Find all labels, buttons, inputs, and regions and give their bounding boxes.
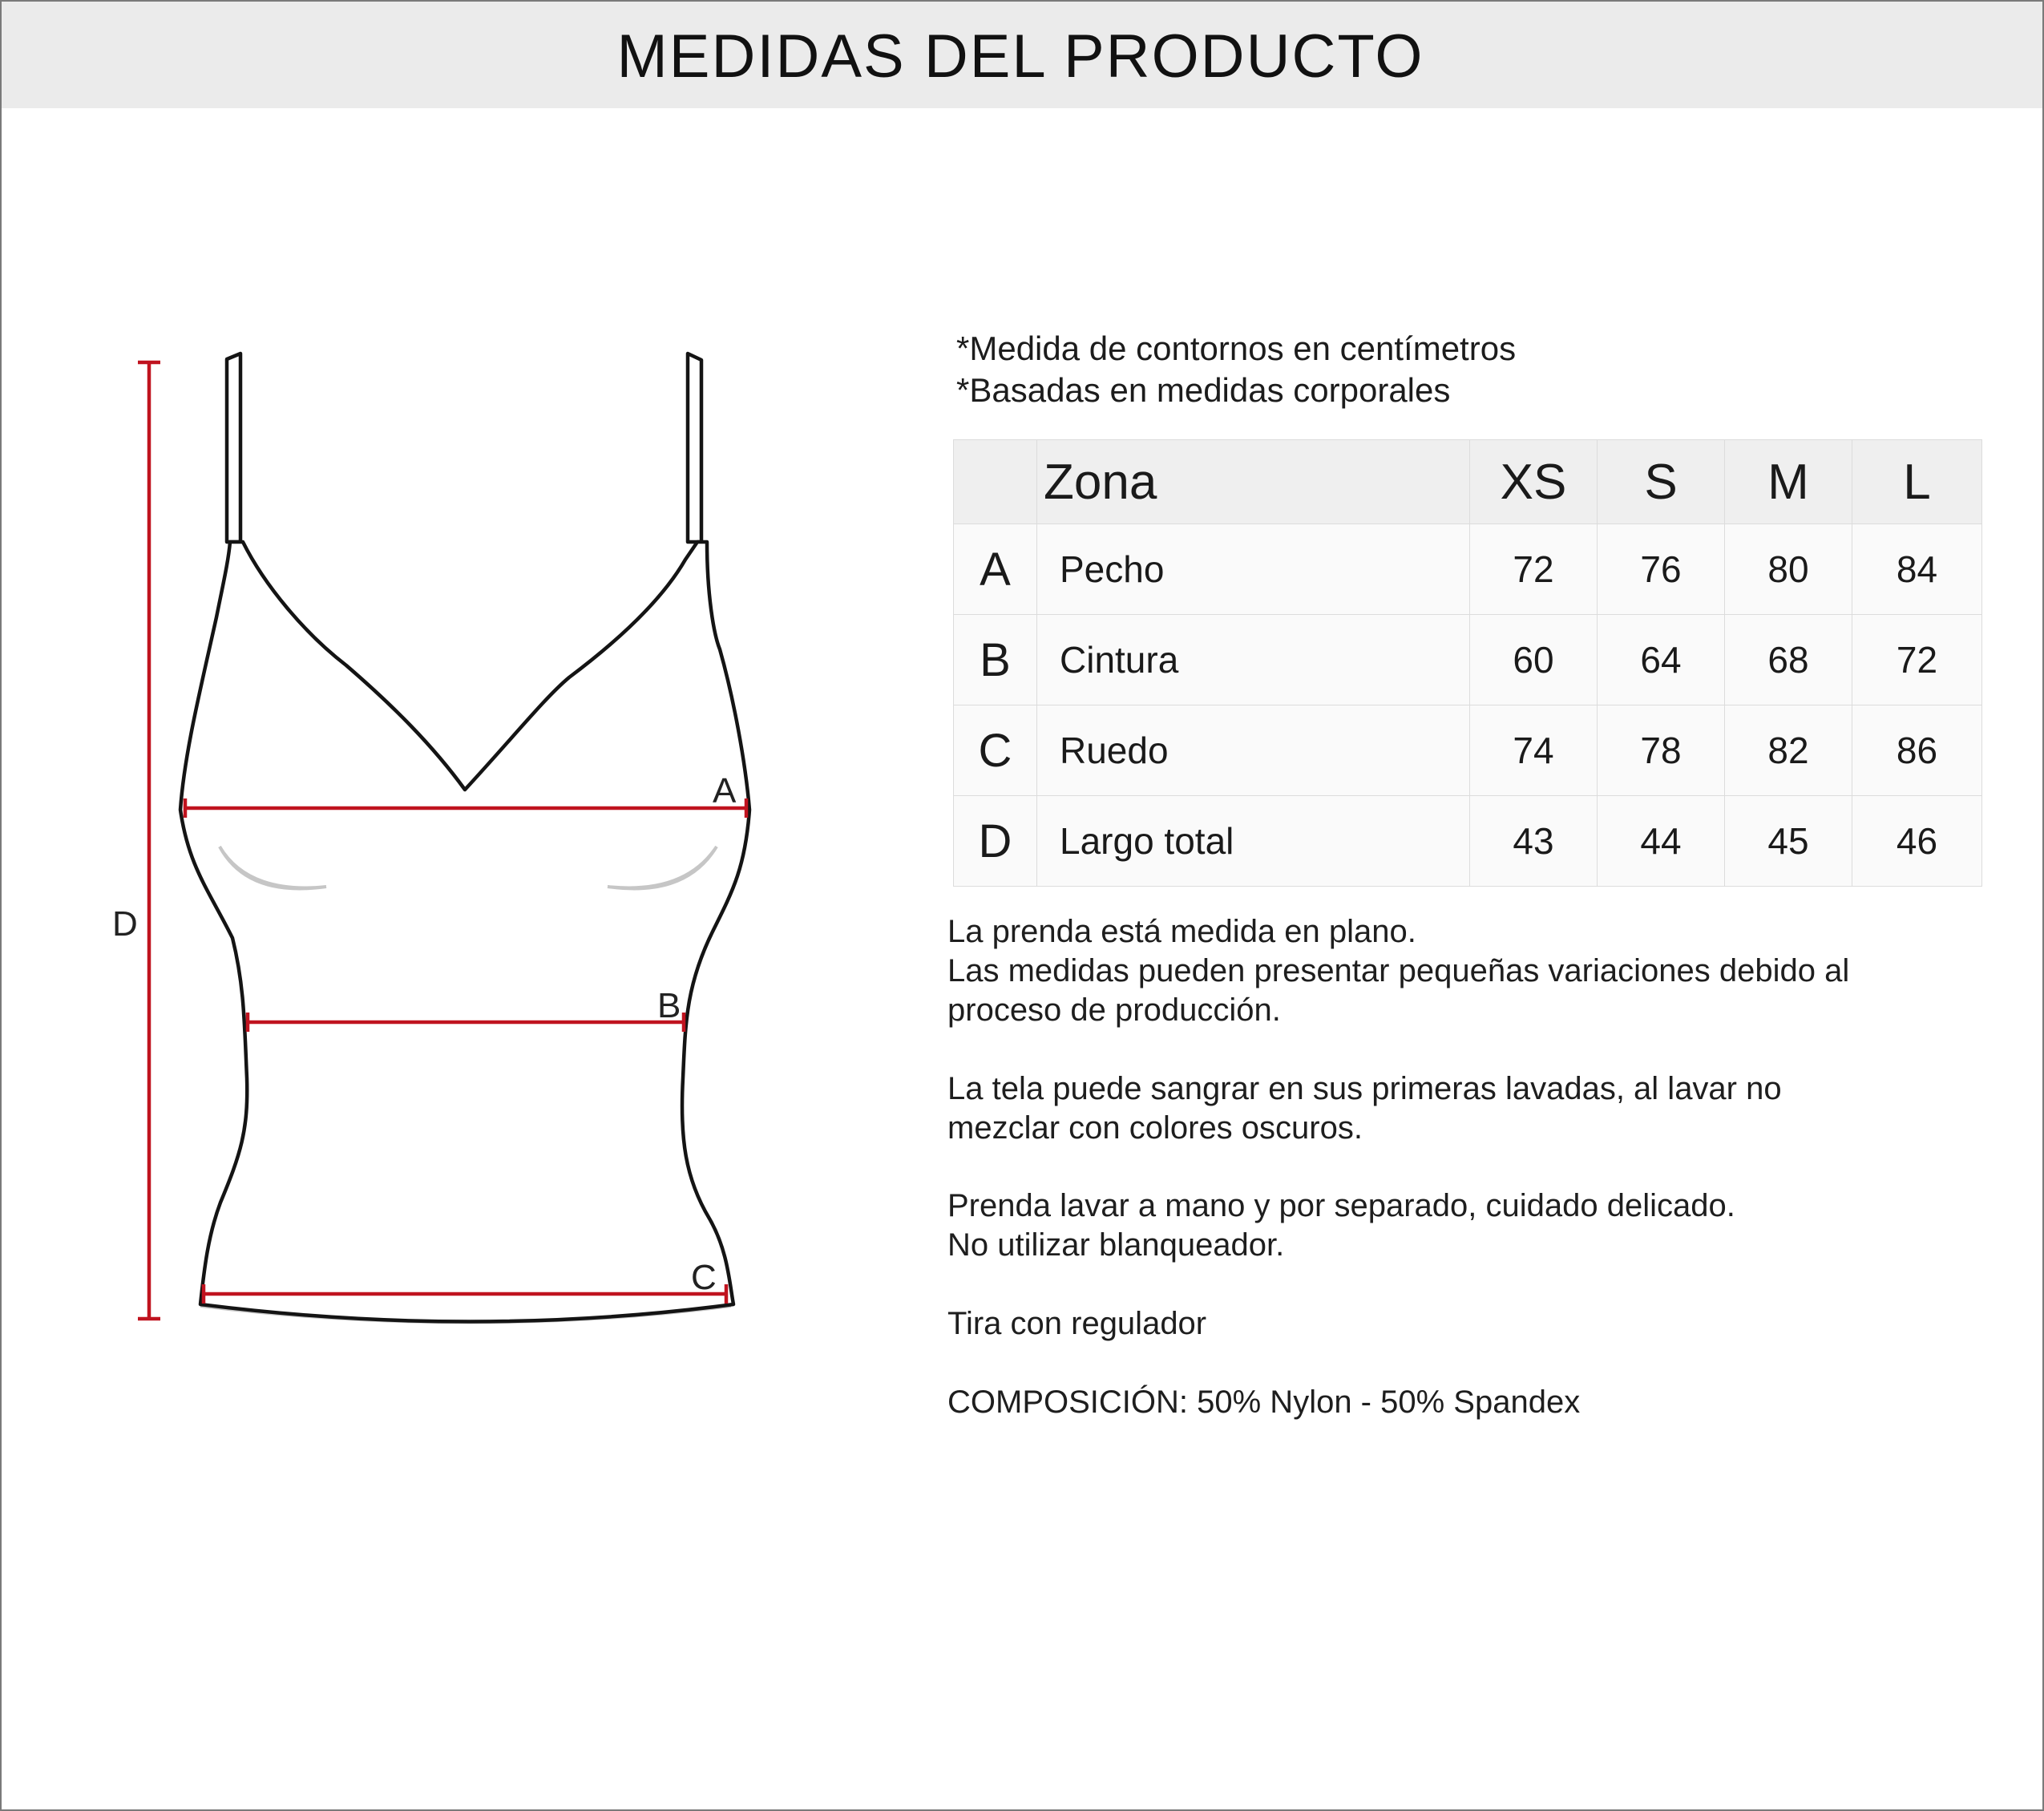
table-header-zone: Zona [1037, 440, 1470, 524]
info-composition: COMPOSICIÓN: 50% Nylon - 50% Spandex [947, 1385, 1581, 1420]
row-value: 43 [1470, 796, 1598, 887]
row-value: 84 [1852, 524, 1982, 615]
row-letter: A [954, 524, 1037, 615]
garment-body-outline [180, 542, 749, 1322]
garment-diagram [0, 0, 802, 1363]
row-value: 72 [1852, 615, 1982, 705]
size-table [953, 439, 1982, 887]
label-c: C [691, 1258, 717, 1297]
info-care [947, 1186, 2022, 1265]
table-row [954, 615, 1982, 705]
right-strap [688, 354, 701, 542]
row-value: 74 [1470, 705, 1598, 796]
row-value: 86 [1852, 705, 1982, 796]
table-row [954, 524, 1982, 615]
table-row [954, 705, 1982, 796]
row-value: 46 [1852, 796, 1982, 887]
note-contours: *Medida de contornos en centímetros [956, 329, 1517, 367]
label-b: B [657, 986, 681, 1025]
label-a: A [713, 771, 737, 811]
info-line: Las medidas pueden presentar pequeñas variaciones debido al [947, 953, 1850, 988]
table-header-row [954, 440, 1982, 524]
label-d: D [112, 904, 138, 944]
row-value: 60 [1470, 615, 1598, 705]
row-value: 82 [1725, 705, 1852, 796]
row-zone: Pecho [1037, 524, 1470, 615]
row-letter: D [954, 796, 1037, 887]
info-measured-flat [947, 912, 2022, 1030]
info-strap: Tira con regulador [947, 1306, 1207, 1341]
info-fabric-bleed [947, 1069, 2022, 1148]
note-body-based: *Basadas en medidas corporales [956, 371, 1451, 409]
info-line: mezclar con colores oscuros. [947, 1110, 1363, 1146]
row-zone: Cintura [1037, 615, 1470, 705]
info-line: Prenda lavar a mano y por separado, cuidado delicado. [947, 1188, 1735, 1223]
row-value: 78 [1598, 705, 1725, 796]
row-letter: C [954, 705, 1037, 796]
row-value: 80 [1725, 524, 1852, 615]
page-title: MEDIDAS DEL PRODUCTO [616, 22, 1424, 91]
row-letter: B [954, 615, 1037, 705]
table-header-size: XS [1470, 440, 1598, 524]
info-line: La prenda está medida en plano. [947, 914, 1416, 949]
row-value: 72 [1470, 524, 1598, 615]
left-strap [227, 354, 240, 542]
table-header-letter [954, 440, 1037, 524]
row-value: 76 [1598, 524, 1725, 615]
measure-line-d [138, 362, 160, 1319]
table-header-size: S [1598, 440, 1725, 524]
row-zone: Largo total [1037, 796, 1470, 887]
row-zone: Ruedo [1037, 705, 1470, 796]
info-line: La tela puede sangrar en sus primeras lavadas, al lavar no [947, 1071, 1782, 1106]
table-header-size: L [1852, 440, 1982, 524]
row-value: 64 [1598, 615, 1725, 705]
table-header-size: M [1725, 440, 1852, 524]
row-value: 44 [1598, 796, 1725, 887]
info-line: proceso de producción. [947, 992, 1281, 1028]
row-value: 68 [1725, 615, 1852, 705]
info-line: No utilizar blanqueador. [947, 1227, 1285, 1263]
table-row [954, 796, 1982, 887]
row-value: 45 [1725, 796, 1852, 887]
